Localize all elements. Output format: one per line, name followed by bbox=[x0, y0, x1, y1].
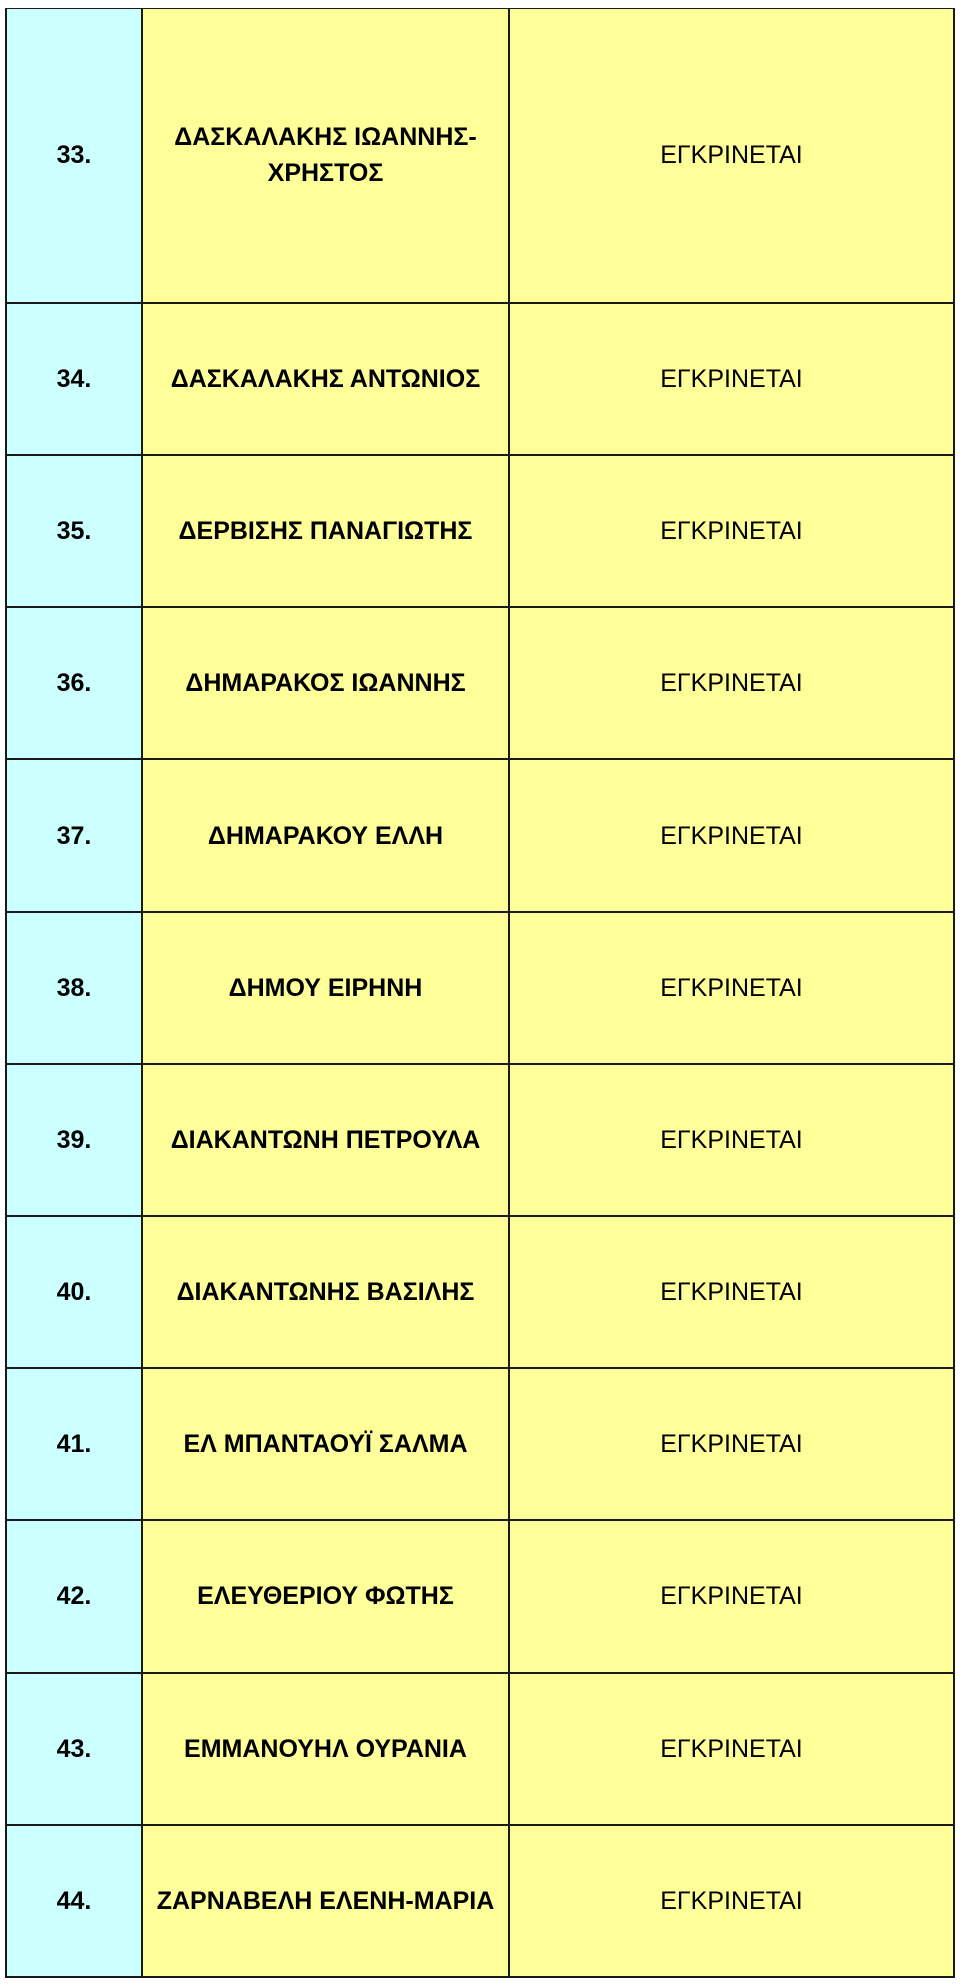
applicant-name: ΔΕΡΒΙΣΗΣ ΠΑΝΑΓΙΩΤΗΣ bbox=[142, 455, 509, 607]
table-row bbox=[6, 1064, 954, 1216]
table-row bbox=[6, 1520, 954, 1672]
applicant-name: ΔΙΑΚΑΝΤΩΝΗ ΠΕΤΡΟΥΛΑ bbox=[142, 1064, 509, 1216]
row-number: 42. bbox=[6, 1520, 142, 1672]
row-number: 38. bbox=[6, 912, 142, 1064]
applicant-name: ΕΛ ΜΠΑΝΤΑΟΥΪ ΣΑΛΜΑ bbox=[142, 1368, 509, 1520]
applicant-name: ΖΑΡΝΑΒΕΛΗ ΕΛΕΝΗ-ΜΑΡΙΑ bbox=[142, 1825, 509, 1977]
table-row bbox=[6, 759, 954, 911]
approval-status: ΕΓΚΡΙΝΕΤΑΙ bbox=[509, 912, 954, 1064]
row-number: 41. bbox=[6, 1368, 142, 1520]
approval-status: ΕΓΚΡΙΝΕΤΑΙ bbox=[509, 1368, 954, 1520]
row-number: 36. bbox=[6, 607, 142, 759]
approval-status: ΕΓΚΡΙΝΕΤΑΙ bbox=[509, 455, 954, 607]
row-number: 37. bbox=[6, 759, 142, 911]
approval-status: ΕΓΚΡΙΝΕΤΑΙ bbox=[509, 1216, 954, 1368]
table-row bbox=[6, 912, 954, 1064]
table-row bbox=[6, 1825, 954, 1977]
approval-status: ΕΓΚΡΙΝΕΤΑΙ bbox=[509, 1520, 954, 1672]
approval-status: ΕΓΚΡΙΝΕΤΑΙ bbox=[509, 1825, 954, 1977]
approval-status: ΕΓΚΡΙΝΕΤΑΙ bbox=[509, 303, 954, 455]
row-number: 33. bbox=[6, 9, 142, 303]
approval-table bbox=[5, 8, 955, 1978]
applicant-name: ΕΛΕΥΘΕΡΙΟΥ ΦΩΤΗΣ bbox=[142, 1520, 509, 1672]
applicant-name: ΔΑΣΚΑΛΑΚΗΣ ΙΩΑΝΝΗΣ-ΧΡΗΣΤΟΣ bbox=[142, 9, 509, 303]
approval-status: ΕΓΚΡΙΝΕΤΑΙ bbox=[509, 607, 954, 759]
approval-status: ΕΓΚΡΙΝΕΤΑΙ bbox=[509, 759, 954, 911]
row-number: 43. bbox=[6, 1673, 142, 1825]
table-row bbox=[6, 1216, 954, 1368]
approval-status: ΕΓΚΡΙΝΕΤΑΙ bbox=[509, 1673, 954, 1825]
applicant-name: ΔΙΑΚΑΝΤΩΝΗΣ ΒΑΣΙΛΗΣ bbox=[142, 1216, 509, 1368]
table-body bbox=[6, 9, 954, 1978]
approval-status: ΕΓΚΡΙΝΕΤΑΙ bbox=[509, 9, 954, 303]
table-row bbox=[6, 303, 954, 455]
table-row bbox=[6, 1673, 954, 1825]
applicant-name: ΔΗΜΟΥ ΕΙΡΗΝΗ bbox=[142, 912, 509, 1064]
applicant-name: ΔΗΜΑΡΑΚΟΣ ΙΩΑΝΝΗΣ bbox=[142, 607, 509, 759]
approval-status: ΕΓΚΡΙΝΕΤΑΙ bbox=[509, 1064, 954, 1216]
row-number: 35. bbox=[6, 455, 142, 607]
row-number: 39. bbox=[6, 1064, 142, 1216]
table-row bbox=[6, 1368, 954, 1520]
table-row bbox=[6, 607, 954, 759]
applicant-name: ΔΗΜΑΡΑΚΟΥ ΕΛΛΗ bbox=[142, 759, 509, 911]
table-row bbox=[6, 9, 954, 303]
applicant-name: ΔΑΣΚΑΛΑΚΗΣ ΑΝΤΩΝΙΟΣ bbox=[142, 303, 509, 455]
table-row bbox=[6, 455, 954, 607]
row-number: 34. bbox=[6, 303, 142, 455]
row-number: 44. bbox=[6, 1825, 142, 1977]
row-number: 40. bbox=[6, 1216, 142, 1368]
applicant-name: ΕΜΜΑΝΟΥΗΛ ΟΥΡΑΝΙΑ bbox=[142, 1673, 509, 1825]
